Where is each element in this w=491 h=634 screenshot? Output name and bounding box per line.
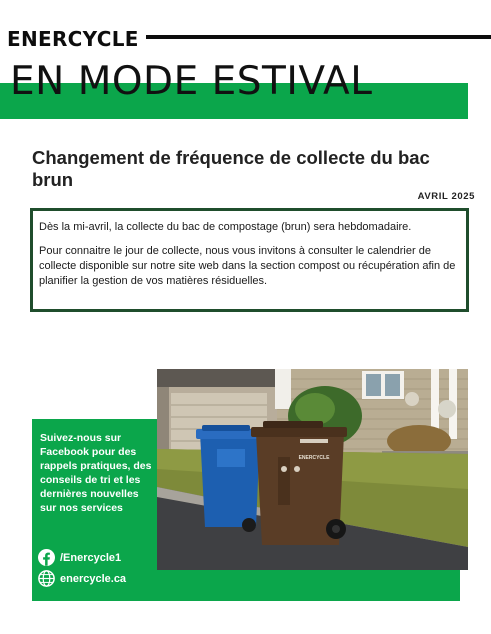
headline: EN MODE ESTIVAL — [10, 59, 373, 104]
facebook-row[interactable] — [38, 549, 121, 566]
notice-paragraph-2: Pour connaitre le jour de collecte, nous vous invitons à consulter le calendrier de collecte disponible sur notre site web dans la section compost ou récupération afin de planifier la gestion de vos matières résiduelles. — [39, 245, 456, 287]
facebook-handle[interactable]: /Enercycle1 — [60, 551, 122, 564]
header-rule — [146, 35, 491, 39]
notice-box — [30, 208, 469, 312]
facebook-icon — [38, 549, 55, 566]
brand-logo: ENERCYCLE — [7, 27, 139, 51]
article-title: Changement de fréquence de collecte du bac brun — [32, 147, 430, 190]
promo-text: Suivez-nous sur Facebook pour des rappels pratiques, des conseils de tri et les dernières nouvelles sur nos services — [40, 432, 152, 514]
notice-paragraph-1: Dès la mi-avril, la collecte du bac de compostage (brun) sera hebdomadaire. — [39, 221, 412, 233]
article-date: AVRIL 2025 — [417, 191, 475, 202]
website-link[interactable]: enercycle.ca — [60, 572, 127, 585]
bins-photo — [157, 369, 468, 570]
globe-icon — [38, 570, 55, 587]
website-row[interactable] — [38, 570, 126, 587]
bin-label: ENERCYCLE — [298, 455, 330, 461]
